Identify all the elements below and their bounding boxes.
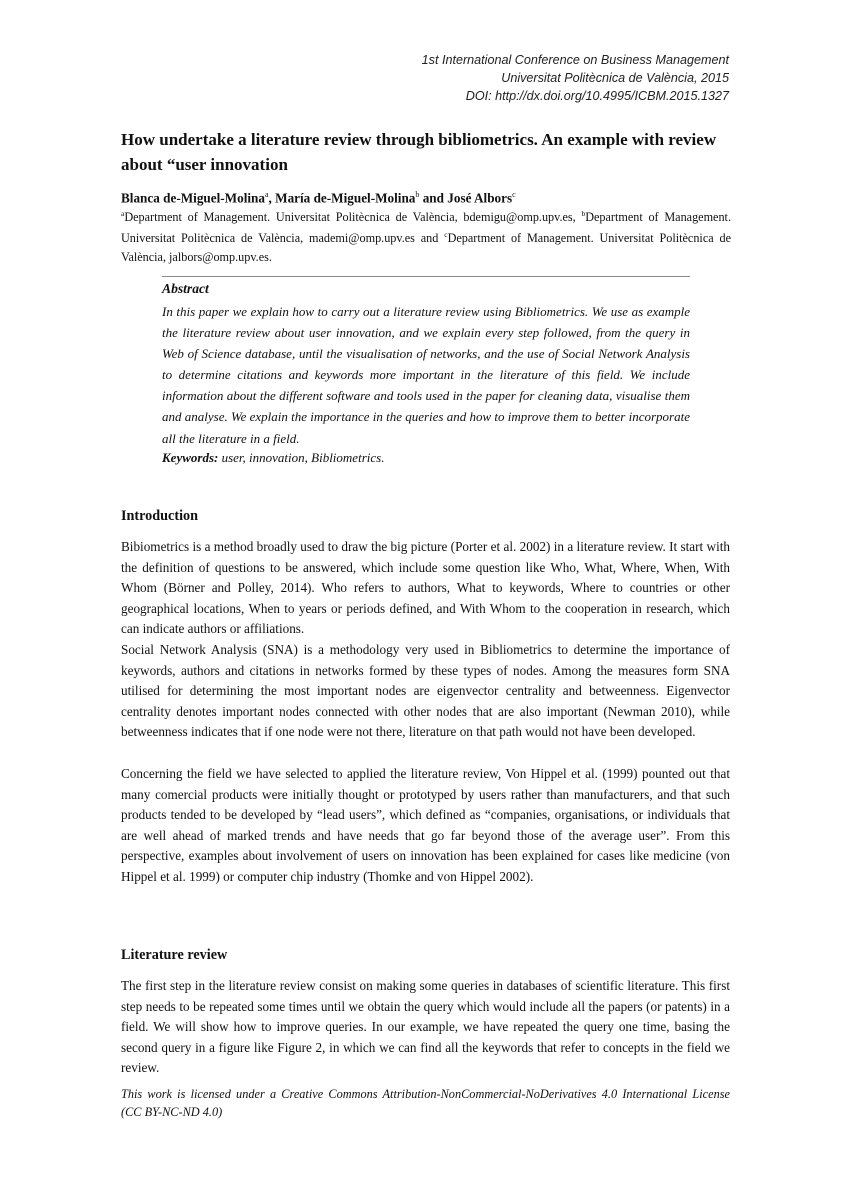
abstract-text: In this paper we explain how to carry out a literature review using Bibliometrics. We use as example the literature review about user innovation, and we explain every step followed, from the query in Web of Science database, until the visualisation of networks, and the use of Social Network Analysis to determine citations and keywords more important in the literature of this field. We include information about the different software and tools used in the paper for cleaning data, visualise them and analyse. We explain the importance in the queries and how to improve them to better incorporate all the literature in a field. bbox=[162, 304, 690, 446]
author-affiliation-mark: c bbox=[512, 190, 516, 199]
paragraph: Social Network Analysis (SNA) is a methodology very used in Bibliometrics to determine the importance of keywords, authors and citations in networks formed by these types of nodes. Among the measures form SNA utilised for determining the most important nodes are eigenvector centrality and betweenness. Eigenvector centrality denotes important nodes connected with other nodes that are also important (Newman 2010), while betweenness indicates that if one node were not there, literature on that path would not have been developed. bbox=[121, 642, 730, 740]
conference-venue: Universitat Politècnica de València, 2015 bbox=[501, 71, 729, 85]
author-name: José Albors bbox=[447, 190, 513, 206]
paragraph: Bibiometrics is a method broadly used to draw the big picture (Porter et al. 2002) in a literature review. It start with the definition of questions to be answered, which include some question like Who, What, Where, When, With Whom (Börner and Polley, 2014). Who refers to authors, What to keywords, Where to countries or other geographical locations, When to years or periods defined, and With Whom to the cooperation in research, which can indicate authors or affiliations. bbox=[121, 539, 730, 637]
section-heading-literature-review: Literature review bbox=[121, 947, 228, 963]
author-name: María de-Miguel-Molina bbox=[275, 190, 416, 206]
keywords-list: user, innovation, Bibliometrics. bbox=[218, 450, 385, 465]
author-separator: and bbox=[419, 190, 448, 206]
author-affiliation-mark: b bbox=[415, 190, 420, 199]
abstract-divider bbox=[162, 276, 690, 277]
section-heading-introduction: Introduction bbox=[121, 508, 198, 524]
abstract-heading: Abstract bbox=[162, 281, 209, 296]
affiliation-text: Department of Management. Universitat Politècnica de València, jalbors@omp.upv.es. bbox=[121, 231, 731, 264]
keywords bbox=[162, 449, 690, 467]
license-notice: This work is licensed under a Creative Commons Attribution-NonCommercial-NoDerivatives 4.0 International License (CC BY-NC-ND 4.0) bbox=[121, 1087, 730, 1119]
author-affiliation-mark: a bbox=[264, 190, 269, 199]
keywords-label: Keywords: bbox=[162, 450, 219, 465]
affiliation-mark: c bbox=[444, 230, 448, 240]
affiliation-text: Department of Management. Universitat Politècnica de València, mademi@omp.upv.es and bbox=[121, 210, 731, 246]
paper-title: How undertake a literature review through bibliometrics. An example with review about “user innovation bbox=[121, 130, 717, 174]
conference-header bbox=[422, 51, 729, 105]
author-separator: , bbox=[268, 190, 276, 206]
affiliations bbox=[121, 205, 731, 266]
affiliation-mark: b bbox=[581, 209, 586, 218]
paragraph: The first step in the literature review consist on making some queries in databases of scientific literature. This first step needs to be repeated some times until we obtain the query which would include all the papers (or patents) in a field. We will show how to improve queries. In our example, we have repeated the query one time, basing the second query in a figure like Figure 2, in which we can find all the keywords that refer to concepts in the field we review. bbox=[121, 978, 730, 1076]
affiliation-mark: a bbox=[121, 209, 125, 218]
affiliation-text: Department of Management. Universitat Politècnica de València, bdemigu@omp.upv.es, bbox=[124, 210, 582, 225]
conference-name: 1st International Conference on Business Management bbox=[421, 53, 729, 67]
paragraph: Concerning the field we have selected to applied the literature review, Von Hippel et al. (1999) pounted out that many comercial products were initially thought or prototyped by users rather than manufacturers, and that such products tended to be developed by “lead users”, which defined as “companies, organisations, or individuals that are well ahead of marked trends and have needs that go far beyond those of the average user”. From this perspective, examples about involvement of users on innovation has been explained for cases like medicine (von Hippel et al. 1999) or computer chip industry (Thomke and von Hippel 2002). bbox=[121, 766, 730, 884]
author-name: Blanca de-Miguel-Molina bbox=[121, 190, 265, 206]
doi-link[interactable]: DOI: http://dx.doi.org/10.4995/ICBM.2015.1327 bbox=[465, 89, 729, 103]
